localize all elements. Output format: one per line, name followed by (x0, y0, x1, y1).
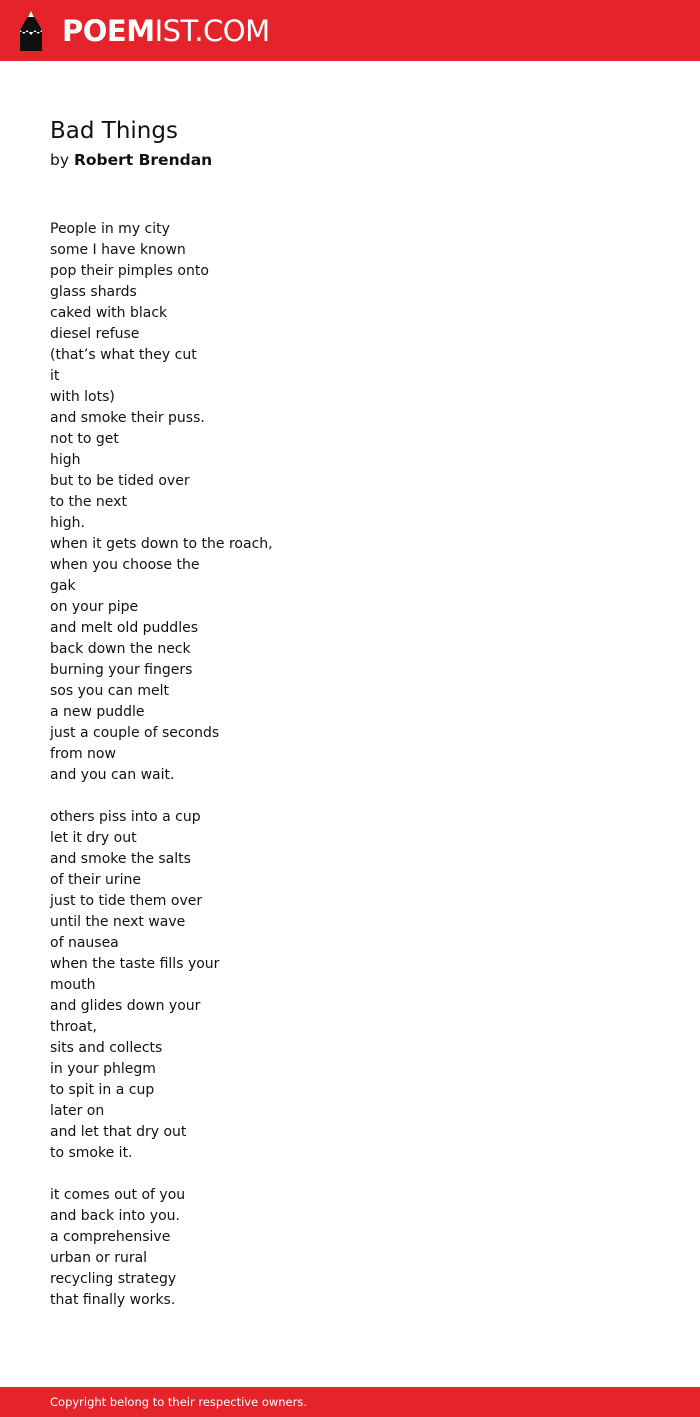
poem-line: a comprehensive (50, 1229, 171, 1245)
poem-body (50, 219, 273, 1332)
poem-line: to smoke it. (50, 1145, 133, 1161)
poem-line: and smoke their puss. (50, 410, 205, 426)
poem-line: People in my city (50, 221, 170, 237)
poem-line: later on (50, 1103, 105, 1119)
site-logo-text (62, 13, 270, 48)
poem-line: throat, (50, 1019, 97, 1035)
poem-line: and melt old puddles (50, 620, 198, 636)
poem-stanza (50, 219, 273, 786)
poem-line: when you choose the (50, 557, 200, 573)
poem-line: gak (50, 578, 76, 594)
byline (50, 149, 650, 171)
poem-line: recycling strategy (50, 1271, 177, 1287)
poem-line: back down the neck (50, 641, 191, 657)
poem-line: of their urine (50, 872, 142, 888)
poem-line: until the next wave (50, 914, 186, 930)
poem-line: from now (50, 746, 116, 762)
poem-line: when the taste fills your (50, 956, 220, 972)
poem-stanza (50, 807, 273, 1164)
poem-line: high. (50, 515, 85, 531)
poem-line: on your pipe (50, 599, 139, 615)
poem-line: burning your fingers (50, 662, 193, 678)
poem-line: pop their pimples onto (50, 263, 209, 279)
poem-line: sits and collects (50, 1040, 163, 1056)
poem-line: to the next (50, 494, 127, 510)
poem-line: (that’s what they cut (50, 347, 197, 363)
poem-line: in your phlegm (50, 1061, 156, 1077)
poem-line: and smoke the salts (50, 851, 191, 867)
poem-line: caked with black (50, 305, 168, 321)
poem-line: when it gets down to the roach, (50, 536, 273, 552)
poem-title: Bad Things (50, 118, 178, 144)
poem-line: diesel refuse (50, 326, 140, 342)
poem-line: to spit in a cup (50, 1082, 155, 1098)
poem-line: with lots) (50, 389, 115, 405)
poem-line: of nausea (50, 935, 119, 951)
poem-line: sos you can melt (50, 683, 170, 699)
pencil-tip-icon (18, 10, 44, 52)
poem-line: others piss into a cup (50, 809, 201, 825)
poem-line: a new puddle (50, 704, 145, 720)
poem-line: it comes out of you (50, 1187, 186, 1203)
poem-line: high (50, 452, 81, 468)
site-footer (0, 1387, 700, 1417)
poem-line: and back into you. (50, 1208, 180, 1224)
author-name[interactable]: Robert Brendan (73, 151, 213, 169)
poem-line: and you can wait. (50, 767, 175, 783)
poem-line: just a couple of seconds (50, 725, 220, 741)
poem-line: mouth (50, 977, 96, 993)
poem-content (50, 116, 650, 1308)
poem-line: that finally works. (50, 1292, 176, 1308)
logo-text-light: IST.COM (154, 13, 270, 48)
poem-line: it (50, 368, 60, 384)
site-header (0, 0, 700, 61)
poem-line: glass shards (50, 284, 137, 300)
poem-line: let it dry out (50, 830, 137, 846)
poem-line: urban or rural (50, 1250, 148, 1266)
site-logo-link[interactable] (18, 9, 270, 53)
poem-line: and glides down your (50, 998, 201, 1014)
footer-copyright: Copyright belong to their respective owners. (50, 1395, 308, 1409)
poem-line: some I have known (50, 242, 186, 258)
byline-prefix: by (50, 151, 70, 169)
poem-line: and let that dry out (50, 1124, 187, 1140)
poem-line: not to get (50, 431, 119, 447)
logo-text-bold: POEM (62, 13, 155, 48)
poem-line: just to tide them over (50, 893, 203, 909)
poem-stanza (50, 1185, 273, 1311)
poem-line: but to be tided over (50, 473, 190, 489)
